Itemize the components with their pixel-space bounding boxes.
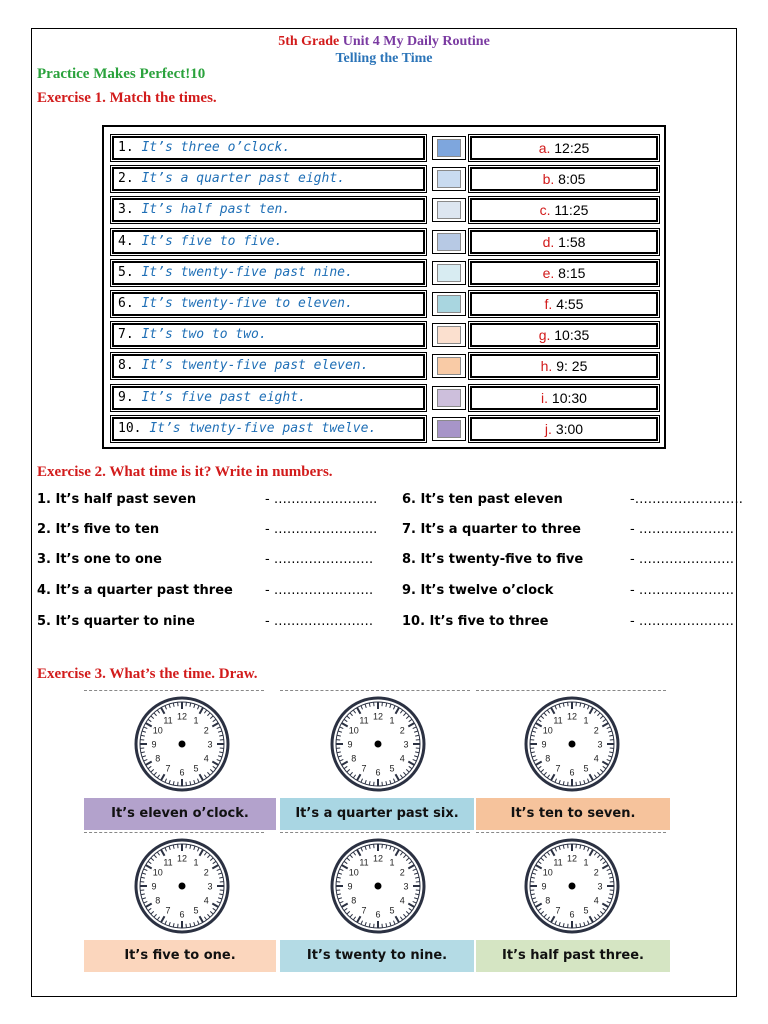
clock[interactable] [132, 694, 232, 794]
clock[interactable] [522, 836, 622, 936]
color-cell [432, 198, 466, 222]
clock[interactable] [328, 694, 428, 794]
question-text: 1. It’s half past seven [37, 492, 197, 507]
time-value: 8:05 [558, 171, 586, 188]
color-swatch[interactable] [437, 420, 461, 438]
time-box [470, 261, 658, 285]
clock-number: 5 [583, 905, 589, 916]
item-number: 8. [118, 358, 142, 374]
clock-number: 2 [203, 867, 209, 878]
time-box [470, 136, 658, 160]
item-number: 4. [118, 233, 142, 249]
answer-blank[interactable]: - …………………... [265, 522, 378, 537]
clock-number: 8 [545, 895, 551, 906]
divider [84, 832, 264, 833]
clock-number: 4 [399, 895, 405, 906]
clock-caption: It’s ten to seven. [476, 798, 670, 830]
clock-number: 9 [347, 739, 353, 750]
clock-face[interactable] [522, 836, 622, 936]
clock-number: 11 [163, 857, 173, 868]
sentence-text: It’s five past eight. [141, 389, 306, 405]
time-value: 10:30 [551, 389, 587, 406]
clock-number: 10 [152, 725, 163, 736]
color-cell [432, 354, 466, 378]
exercise1-heading: Exercise 1. Match the times. [37, 90, 217, 106]
clock-center-dot [569, 883, 576, 890]
time-box [470, 386, 658, 410]
time-value: 8:15 [558, 264, 586, 281]
clock-number: 8 [155, 753, 161, 764]
clock-number: 12 [176, 711, 188, 722]
clock-number: 1 [583, 857, 589, 868]
clock[interactable] [132, 836, 232, 936]
color-cell [432, 167, 466, 191]
item-number: 5. [118, 264, 142, 280]
clock-number: 12 [566, 711, 578, 722]
item-number: 6. [118, 295, 142, 311]
clock-number: 11 [553, 857, 563, 868]
color-cell [432, 136, 466, 160]
unit-label: Unit 4 My Daily Routine [342, 34, 490, 49]
time-letter: e. [542, 264, 559, 281]
sentence-box [112, 354, 425, 378]
clock-number: 2 [593, 725, 599, 736]
time-value: 3:00 [555, 420, 584, 437]
sentence-box [112, 417, 425, 441]
clock-number: 3 [403, 739, 409, 750]
clock-center-dot [179, 741, 186, 748]
clock-number: 5 [389, 763, 395, 774]
color-swatch[interactable] [437, 357, 461, 375]
clock-number: 1 [389, 857, 395, 868]
clock-number: 8 [155, 895, 161, 906]
time-box [470, 292, 658, 316]
match-row [110, 133, 658, 164]
match-row [110, 383, 658, 414]
clock-number: 9 [541, 739, 547, 750]
match-row [110, 164, 658, 195]
item-number: 10. [118, 420, 150, 436]
clock-number: 12 [176, 853, 188, 864]
sentence-text: It’s twenty-five past eleven. [141, 358, 369, 374]
clock-number: 1 [583, 715, 589, 726]
question-text: 7. It’s a quarter to three [402, 522, 581, 537]
time-letter: d. [542, 233, 559, 250]
sentence-text: It’s a quarter past eight. [141, 171, 345, 187]
clock-face[interactable] [522, 694, 622, 794]
exercise3-heading: Exercise 3. What’s the time. Draw. [37, 666, 258, 682]
time-letter: g. [538, 327, 555, 344]
time-letter: j. [544, 420, 556, 437]
clock-number: 3 [403, 881, 409, 892]
clock-number: 6 [569, 909, 575, 920]
clock-number: 11 [359, 715, 369, 726]
sentence-text: It’s twenty-five to eleven. [141, 295, 353, 311]
answer-blank[interactable]: -……………………. [630, 492, 743, 507]
clock-number: 3 [207, 881, 213, 892]
page-title [31, 34, 737, 50]
clock-number: 8 [351, 895, 357, 906]
clock-number: 7 [361, 763, 367, 774]
color-cell [432, 417, 466, 441]
match-row [110, 258, 658, 289]
clock-number: 10 [542, 867, 553, 878]
clock-number: 9 [151, 881, 157, 892]
clock-caption: It’s five to one. [84, 940, 276, 972]
question-text: 2. It’s five to ten [37, 522, 160, 537]
exercise2-heading: Exercise 2. What time is it? Write in numbers. [37, 464, 333, 480]
answer-blank[interactable]: - …………………... [265, 492, 378, 507]
clock-face[interactable] [132, 836, 232, 936]
time-value: 9: 25 [556, 358, 588, 375]
clock[interactable] [328, 836, 428, 936]
clock-number: 5 [389, 905, 395, 916]
clock-number: 9 [347, 881, 353, 892]
answer-blank[interactable]: - …………….…… [630, 614, 734, 629]
clock[interactable] [522, 694, 622, 794]
clock-center-dot [179, 883, 186, 890]
clock-number: 8 [351, 753, 357, 764]
clock-number: 8 [545, 753, 551, 764]
clock-number: 7 [361, 905, 367, 916]
time-value: 11:25 [554, 202, 589, 219]
sentence-text: It’s twenty-five past twelve. [149, 420, 377, 436]
answer-blank[interactable]: - …………….……. [265, 583, 374, 598]
question-text: 9. It’s twelve o’clock [402, 583, 554, 598]
time-box [470, 230, 658, 254]
color-swatch[interactable] [437, 170, 461, 188]
clock-caption: It’s eleven o’clock. [84, 798, 276, 830]
sentence-text: It’s five to five. [141, 233, 283, 249]
clock-caption: It’s a quarter past six. [280, 798, 474, 830]
time-value: 12:25 [554, 140, 590, 156]
color-swatch[interactable] [437, 139, 461, 157]
color-swatch[interactable] [437, 326, 461, 344]
color-swatch[interactable] [437, 233, 461, 251]
clock-number: 10 [152, 867, 163, 878]
sentence-box [112, 261, 425, 285]
clock-number: 11 [359, 857, 369, 868]
clock-number: 6 [375, 909, 381, 920]
clock-caption: It’s half past three. [476, 940, 670, 972]
clock-face[interactable] [132, 694, 232, 794]
clock-number: 11 [553, 715, 563, 726]
color-cell [432, 292, 466, 316]
item-number: 1. [118, 140, 142, 155]
item-number: 9. [118, 389, 142, 405]
color-swatch[interactable] [437, 201, 461, 219]
clock-number: 10 [348, 867, 359, 878]
clock-number: 2 [399, 867, 405, 878]
clock-number: 2 [593, 867, 599, 878]
match-row [110, 227, 658, 258]
time-box [470, 198, 658, 222]
item-number: 7. [118, 327, 142, 343]
question-text: 10. It’s five to three [402, 614, 549, 629]
color-cell [432, 386, 466, 410]
divider [280, 690, 470, 691]
sentence-box [112, 136, 425, 160]
time-box [470, 417, 658, 441]
answer-blank[interactable]: - ……….………… [630, 522, 734, 537]
clock-number: 4 [399, 753, 405, 764]
item-number: 2. [118, 171, 142, 187]
clock-number: 3 [207, 739, 213, 750]
clock-number: 6 [179, 909, 185, 920]
clock-number: 9 [151, 739, 157, 750]
clock-number: 7 [555, 763, 561, 774]
clock-number: 4 [203, 895, 209, 906]
clock-number: 6 [375, 767, 381, 778]
clock-number: 5 [193, 763, 199, 774]
time-letter: f. [544, 295, 557, 312]
clock-caption: It’s twenty to nine. [280, 940, 474, 972]
clock-number: 7 [165, 763, 171, 774]
match-table [102, 125, 666, 449]
clock-number: 1 [193, 857, 199, 868]
clock-number: 10 [348, 725, 359, 736]
sentence-box [112, 386, 425, 410]
sentence-text: It’s half past ten. [141, 202, 291, 218]
time-value: 10:35 [554, 327, 590, 344]
time-value: 4:55 [556, 295, 584, 312]
clock-number: 7 [555, 905, 561, 916]
clock-number: 1 [193, 715, 199, 726]
clock-number: 3 [597, 881, 603, 892]
match-row [110, 351, 658, 382]
divider [476, 690, 666, 691]
clock-number: 3 [597, 739, 603, 750]
question-text: 6. It’s ten past eleven [402, 492, 563, 507]
question-text: 8. It’s twenty-five to five [402, 552, 584, 567]
clock-number: 4 [593, 753, 599, 764]
clock-center-dot [375, 741, 382, 748]
time-box [470, 323, 658, 347]
clock-number: 12 [372, 711, 384, 722]
sentence-box [112, 198, 425, 222]
clock-number: 6 [179, 767, 185, 778]
time-letter: h. [540, 358, 557, 375]
clock-number: 2 [203, 725, 209, 736]
time-letter: a. [538, 140, 555, 156]
sentence-text: It’s twenty-five past nine. [141, 264, 353, 280]
color-swatch[interactable] [437, 389, 461, 407]
time-value: 1:58 [558, 233, 586, 250]
color-swatch[interactable] [437, 295, 461, 313]
clock-face[interactable] [328, 836, 428, 936]
answer-blank[interactable]: - …………………. [630, 583, 734, 598]
match-row [110, 289, 658, 320]
page-subtitle: Telling the Time [335, 51, 433, 66]
clock-number: 10 [542, 725, 553, 736]
time-letter: i. [541, 389, 552, 406]
sentence-text: It’s two to two. [141, 327, 267, 343]
divider [84, 690, 264, 691]
clock-number: 12 [372, 853, 384, 864]
match-row [110, 195, 658, 226]
clock-number: 1 [389, 715, 395, 726]
answer-blank[interactable]: - ……………….…. [265, 552, 374, 567]
grade-label: 5th Grade [278, 34, 340, 49]
sentence-box [112, 167, 425, 191]
sentence-box [112, 323, 425, 347]
clock-number: 11 [163, 715, 173, 726]
time-letter: b. [542, 171, 559, 188]
clock-number: 12 [566, 853, 578, 864]
time-box [470, 354, 658, 378]
clock-center-dot [375, 883, 382, 890]
sentence-box [112, 230, 425, 254]
sentence-box [112, 292, 425, 316]
practice-label: Practice Makes Perfect!10 [37, 66, 206, 82]
clock-number: 9 [541, 881, 547, 892]
color-swatch[interactable] [437, 264, 461, 282]
color-cell [432, 230, 466, 254]
clock-face[interactable] [328, 694, 428, 794]
color-cell [432, 323, 466, 347]
time-box [470, 167, 658, 191]
clock-center-dot [569, 741, 576, 748]
question-text: 4. It’s a quarter past three [37, 583, 233, 598]
match-row [110, 414, 658, 445]
clock-number: 5 [583, 763, 589, 774]
clock-number: 2 [399, 725, 405, 736]
clock-number: 4 [203, 753, 209, 764]
clock-number: 7 [165, 905, 171, 916]
clock-number: 5 [193, 905, 199, 916]
answer-blank[interactable]: - ….….…………… [265, 614, 374, 629]
clock-number: 6 [569, 767, 575, 778]
divider [280, 832, 470, 833]
color-cell [432, 261, 466, 285]
time-letter: c. [539, 202, 555, 219]
sentence-text: It’s three o’clock. [141, 140, 291, 155]
item-number: 3. [118, 202, 142, 218]
question-text: 3. It’s one to one [37, 552, 162, 567]
match-row [110, 320, 658, 351]
clock-number: 4 [593, 895, 599, 906]
divider [476, 832, 666, 833]
answer-blank[interactable]: - …………………. [630, 552, 734, 567]
question-text: 5. It’s quarter to nine [37, 614, 195, 629]
